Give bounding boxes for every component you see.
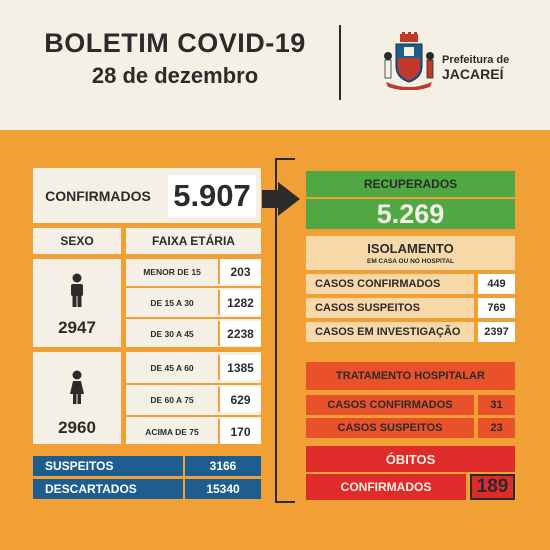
obitos-label: CONFIRMADOS (306, 474, 466, 500)
recuperados-value: 5.269 (306, 199, 515, 229)
city-coat-of-arms-icon (380, 32, 438, 90)
recuperados-label: RECUPERADOS (306, 171, 515, 197)
isolamento-row-label: CASOS EM INVESTIGAÇÃO (306, 322, 474, 342)
suspeitos-value: 3166 (183, 456, 261, 476)
hospitalar-row-label: CASOS CONFIRMADOS (306, 395, 474, 415)
isolamento-row-label: CASOS CONFIRMADOS (306, 274, 474, 294)
age-range-value: 203 (218, 259, 261, 284)
city-name: JACAREÍ (442, 66, 504, 82)
isolamento-row-value: 449 (478, 274, 515, 294)
prefeitura-label: Prefeitura de (442, 54, 510, 66)
descartados-value: 15340 (183, 479, 261, 499)
age-range-value: 2238 (218, 321, 261, 346)
isolamento-row (306, 298, 515, 318)
obitos-row (306, 474, 515, 500)
isolamento-row-value: 769 (478, 298, 515, 318)
male-person-icon (69, 273, 85, 307)
arrow-right-icon (278, 182, 300, 216)
sexo-header: SEXO (33, 228, 121, 254)
age-range-label: MENOR DE 15 (143, 266, 201, 277)
age-range-label: DE 60 A 75 (150, 394, 194, 405)
row-divider (126, 415, 261, 417)
confirmados-label: CONFIRMADOS (45, 187, 151, 204)
obitos-value: 189 (470, 474, 515, 500)
row-divider (126, 317, 261, 319)
bracket-top (275, 158, 295, 160)
age-range-label: DE 45 A 60 (150, 362, 194, 373)
age-row (126, 321, 261, 346)
bracket-line (275, 158, 277, 503)
age-panel-upper (126, 259, 261, 347)
suspeitos-row (33, 456, 261, 476)
hospitalar-row (306, 418, 515, 438)
female-count: 2960 (58, 418, 96, 437)
descartados-row (33, 479, 261, 499)
isolamento-row (306, 274, 515, 294)
age-row (126, 419, 261, 444)
age-range-label: DE 30 A 45 (150, 328, 194, 339)
age-range-label: DE 15 A 30 (150, 297, 194, 308)
age-range-value: 1282 (218, 290, 261, 315)
age-row (126, 290, 261, 315)
hospitalar-row-value: 23 (478, 418, 515, 438)
age-range-label: ACIMA DE 75 (145, 426, 199, 437)
female-person-icon (69, 370, 85, 404)
isolamento-header (306, 236, 515, 270)
faixa-etaria-header: FAIXA ETÁRIA (126, 228, 261, 254)
row-divider (126, 286, 261, 288)
hospitalar-row (306, 395, 515, 415)
tratamento-hospitalar-header: TRATAMENTO HOSPITALAR (306, 362, 515, 390)
hospitalar-row-value: 31 (478, 395, 515, 415)
age-range-value: 1385 (218, 355, 261, 380)
row-divider (126, 383, 261, 385)
age-row (126, 387, 261, 412)
suspeitos-label: SUSPEITOS (45, 459, 114, 473)
age-range-value: 629 (218, 387, 261, 412)
age-row (126, 355, 261, 380)
isolamento-row-label: CASOS SUSPEITOS (306, 298, 474, 318)
male-count: 2947 (58, 318, 96, 337)
isolamento-row (306, 322, 515, 342)
obitos-header: ÓBITOS (306, 446, 515, 472)
hospitalar-row-label: CASOS SUSPEITOS (306, 418, 474, 438)
age-range-value: 170 (218, 419, 261, 444)
isolamento-title: ISOLAMENTO (367, 241, 454, 256)
descartados-label: DESCARTADOS (45, 482, 137, 496)
confirmados-value: 5.907 (168, 175, 256, 217)
isolamento-subtitle: EM CASA OU NO HOSPITAL (366, 258, 455, 265)
bulletin-title: BOLETIM COVID-19 (44, 28, 306, 58)
bracket-bottom (275, 501, 295, 503)
age-panel-lower (126, 352, 261, 444)
age-row (126, 259, 261, 284)
header-divider (339, 25, 341, 100)
bulletin-date: 28 de dezembro (91, 63, 259, 88)
isolamento-row-value: 2397 (478, 322, 515, 342)
